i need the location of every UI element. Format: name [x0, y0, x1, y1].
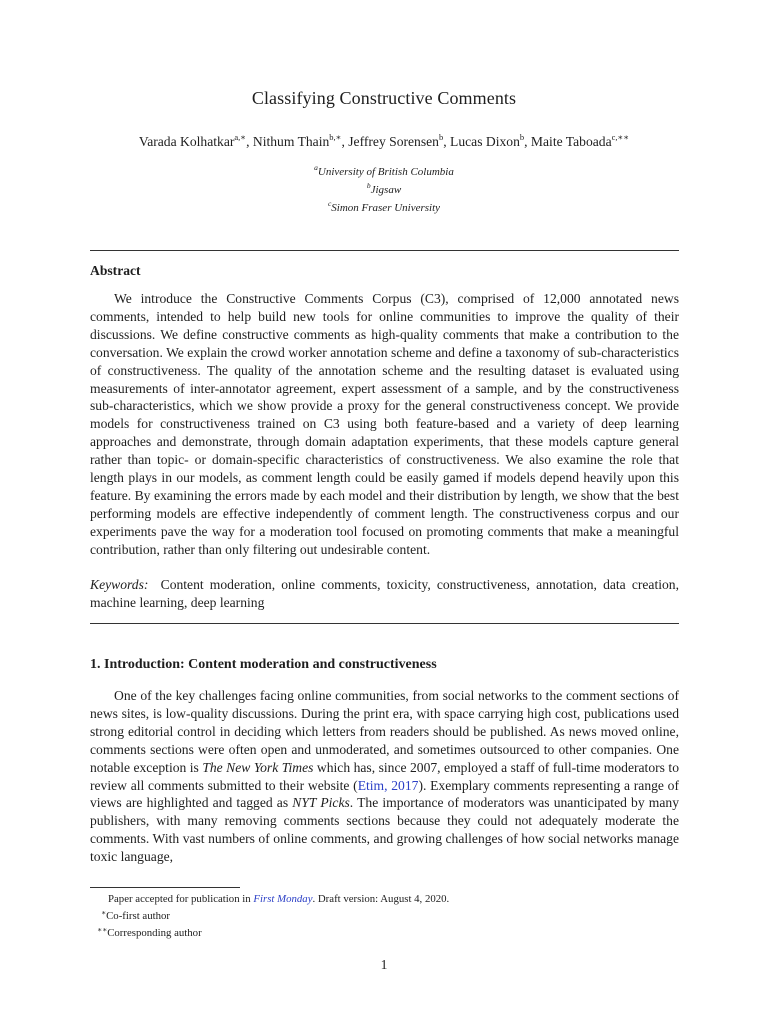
- affiliation-list: [0, 161, 768, 216]
- abstract-heading: Abstract: [90, 263, 141, 278]
- paper-title: Classifying Constructive Comments: [251, 88, 517, 108]
- footnotes: [90, 892, 679, 941]
- footnote-text: . Draft version: August 4, 2020.: [312, 893, 450, 905]
- footnote-mark: ∗: [101, 908, 107, 918]
- footnote-cofirst: [90, 906, 679, 923]
- abstract-top-rule: [90, 250, 679, 251]
- keywords: [90, 576, 679, 612]
- author-name: Jeffrey Sorensen: [348, 134, 439, 149]
- abstract-bottom-rule: [90, 623, 679, 624]
- author-name: Nithum Thain: [252, 134, 330, 149]
- footnote-text: Corresponding author: [107, 927, 202, 940]
- affiliation: [0, 197, 768, 215]
- footnote-mark: ∗∗: [97, 925, 108, 935]
- intro-nyt-picks: NYT Picks: [292, 795, 350, 811]
- intro-text: . The importance of moderators was unanticipated by many publishers, with many removing comments sections because they could not adequately moderate the comments. With vast numbers of online comments, and growing challenges of how social networks manage toxic language,: [90, 795, 679, 865]
- author-name: Maite Taboada: [530, 134, 612, 149]
- author-affil-mark: b: [438, 132, 444, 142]
- affiliation-mark: a: [314, 163, 318, 172]
- footnote-text: Co-first author: [106, 910, 170, 923]
- affiliation-name: University of British Columbia: [317, 166, 454, 178]
- section-heading: 1. Introduction: Content moderation and constructiveness: [90, 657, 437, 672]
- intro-text: One of the key challenges facing online communities, from social networks to the comment sections of news sites, is low-quality discussions. During the print era, with space carrying high cost, publications used strong editorial control in deciding which letters from readers should be published. As news moved online, comments sections were often open and unmoderated, and sometimes outsourced to other companies. One notable exception is: [90, 688, 679, 775]
- affiliation: [0, 179, 768, 197]
- intro-nyt: The New York Times: [202, 759, 314, 775]
- footnote-corresponding: [90, 923, 679, 940]
- author-affil-mark: b,∗: [329, 132, 342, 142]
- footnote-rule: [90, 887, 240, 888]
- affiliation: [0, 161, 768, 179]
- author-list: Varada Kolhatkar$^{a,∗}$, Nithum Thain$^{b,∗}$, Jeffrey Sorensen$^b$, Lucas Dixon$^b$, Maite Taboada$^{c,∗∗}$: [138, 132, 630, 149]
- author-name: Varada Kolhatkar: [138, 134, 235, 149]
- footnote-text: Paper accepted for publication in: [108, 893, 254, 905]
- author-affil-mark: a,∗: [234, 132, 247, 142]
- keywords-label: Keywords:: [90, 577, 149, 592]
- intro-paragraph: [90, 687, 679, 866]
- page-number: 1: [380, 957, 388, 972]
- affiliation-name: Jigsaw: [370, 184, 402, 197]
- author-affil-mark: c,∗∗: [611, 132, 630, 142]
- abstract-text: We introduce the Constructive Comments Corpus (C3), comprised of 12,000 annotated news comments, intended to help build new tools for online communities to improve the quality of their discussions. We define constructive comments as high-quality comments that make a contribution to the conversation. We explain the crowd worker annotation scheme and define a taxonomy of sub-characteristics of constructiveness. The quality of the annotation scheme and the resulting dataset is evaluated using measurements of inter-annotator agreement, expert assessment of a sample, and by the constructiveness sub-characteristics, which we show provide a proxy for the general constructiveness concept. We provide models for constructiveness trained on C3 using both feature-based and a variety of deep learning approaches and demonstrate, through domain adaptation experiments, that these models capture general rather than topic- or domain-specific characteristics of constructiveness. We also examine the role that length plays in our models, as comment length could be easily gamed if models depend heavily upon this feature. By examining the errors made by each model and their distribution by length, we show that the best performing models are effective independently of comment length. The constructiveness corpus and our experiments pave the way for a moderation tool focused on promoting comments that make a meaningful contribution, rather than only filtering out undesirable content.: [90, 291, 679, 557]
- keywords-text: Content moderation, online comments, toxicity, constructiveness, annotation, data creation, machine learning, deep learning: [90, 577, 679, 610]
- affiliation-name: Simon Fraser University: [331, 202, 441, 215]
- affiliation-mark: b: [366, 181, 371, 191]
- intro-text: which has, since 2007, employed a staff of full-time moderators to review all comments submitted to their website (: [90, 759, 679, 793]
- citation-link[interactable]: Etim, 2017: [357, 777, 419, 793]
- intro-text: ). Exemplary comments representing a range of views are highlighted and tagged as: [90, 777, 679, 811]
- author-name: Lucas Dixon: [450, 134, 520, 149]
- journal-link[interactable]: First Monday: [253, 893, 313, 905]
- author-affil-mark: b: [519, 132, 525, 142]
- footnote-accepted: [90, 892, 679, 906]
- affiliation-mark: c: [327, 199, 332, 209]
